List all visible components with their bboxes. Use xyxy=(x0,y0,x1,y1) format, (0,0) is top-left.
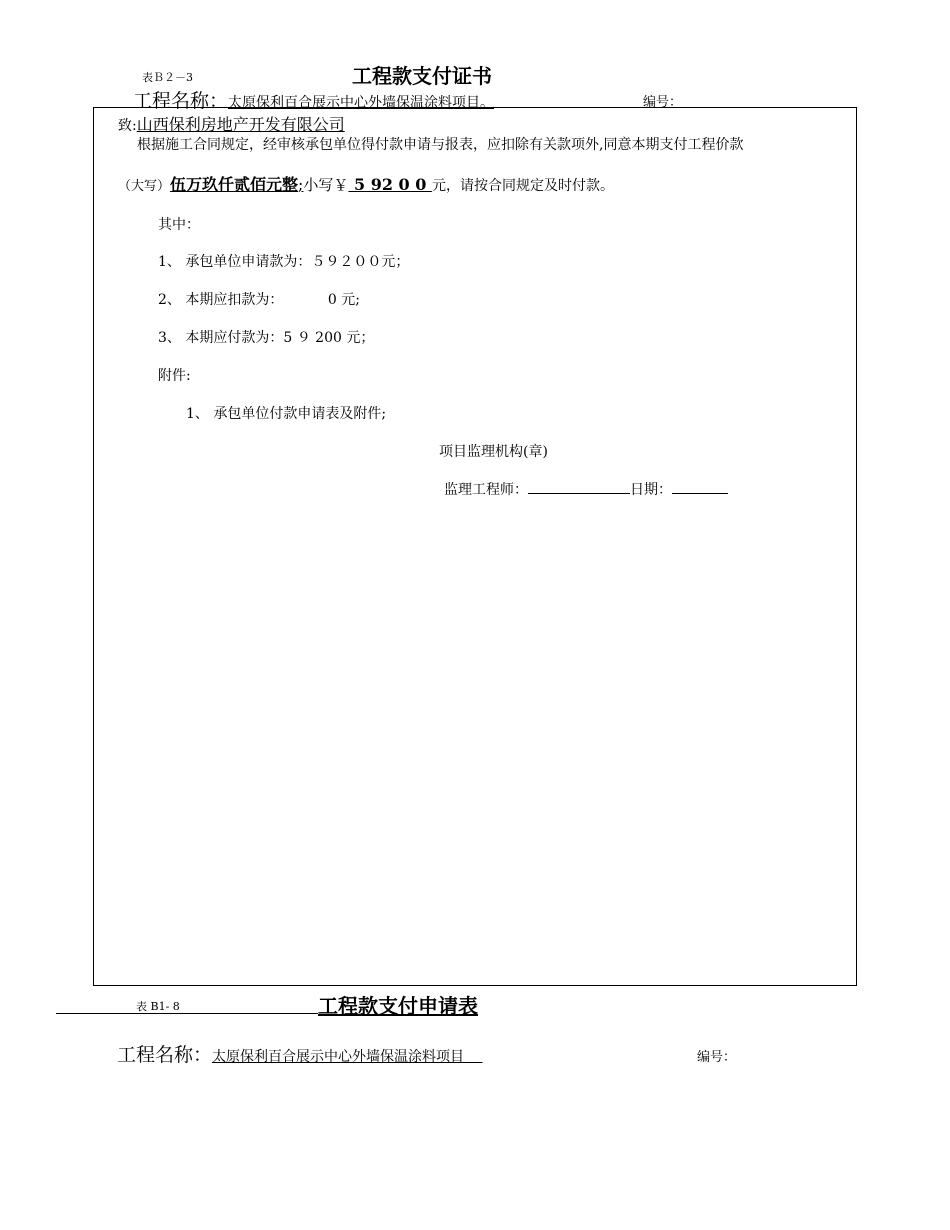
certificate-form-code: 表Ｂ２－3 xyxy=(142,71,193,84)
item-line: 3、 本期应付款为：5 ９ 200 元； xyxy=(158,330,375,346)
caps-prefix: （大写） xyxy=(118,179,171,194)
project-name: 太原保利百合展示中心外墙保温涂料项目 xyxy=(212,1049,483,1065)
header-rule xyxy=(56,1013,318,1014)
lower-prefix: 小写￥ xyxy=(303,176,349,194)
application-title: 工程款支付申请表 xyxy=(318,994,478,1018)
attachments-label: 附件: xyxy=(158,368,191,384)
item-line: 1、 承包单位申请款为：５９２００元； xyxy=(158,254,410,270)
supervision-org-label: 项目监理机构(章) xyxy=(439,444,548,460)
recipient-line xyxy=(118,112,345,135)
caps-amount: 伍万玖仟贰佰元整 xyxy=(170,175,299,194)
amount-line xyxy=(118,172,614,195)
signature-line xyxy=(444,479,728,499)
application-number-label: 编号： xyxy=(697,1050,737,1065)
attachment-item: 1、 承包单位付款申请表及附件; xyxy=(186,406,387,422)
engineer-blank xyxy=(528,481,630,494)
amount-suffix: 元，请按合同规定及时付款。 xyxy=(431,178,614,194)
date-blank xyxy=(672,481,728,494)
project-label: 工程名称： xyxy=(133,90,229,112)
certificate-frame xyxy=(93,107,857,986)
project-label: 工程名称： xyxy=(117,1044,213,1066)
application-form-code: 表 B1- 8 xyxy=(136,1000,180,1013)
certificate-title: 工程款支付证书 xyxy=(352,64,492,88)
date-label: 日期： xyxy=(630,482,672,498)
engineer-label: 监理工程师： xyxy=(444,482,528,498)
certificate-number-label: 编号： xyxy=(643,95,683,110)
recipient-prefix: 致: xyxy=(118,118,137,134)
lower-amount: 5 92 0 0 xyxy=(348,175,432,194)
project-name: 太原保利百合展示中心外墙保温涂料项目。 xyxy=(228,95,495,111)
among-label: 其中： xyxy=(158,217,200,233)
approval-paragraph: 根据施工合同规定，经审核承包单位得付款申请与报表，应扣除有关款项外,同意本期支付工程价款 xyxy=(137,137,744,153)
recipient-company: 山西保利房地产开发有限公司 xyxy=(136,115,345,134)
caps-semicolon: ; xyxy=(298,175,304,194)
application-project-row xyxy=(117,1040,482,1067)
item-line: 2、 本期应扣款为： 0 元; xyxy=(158,292,360,308)
